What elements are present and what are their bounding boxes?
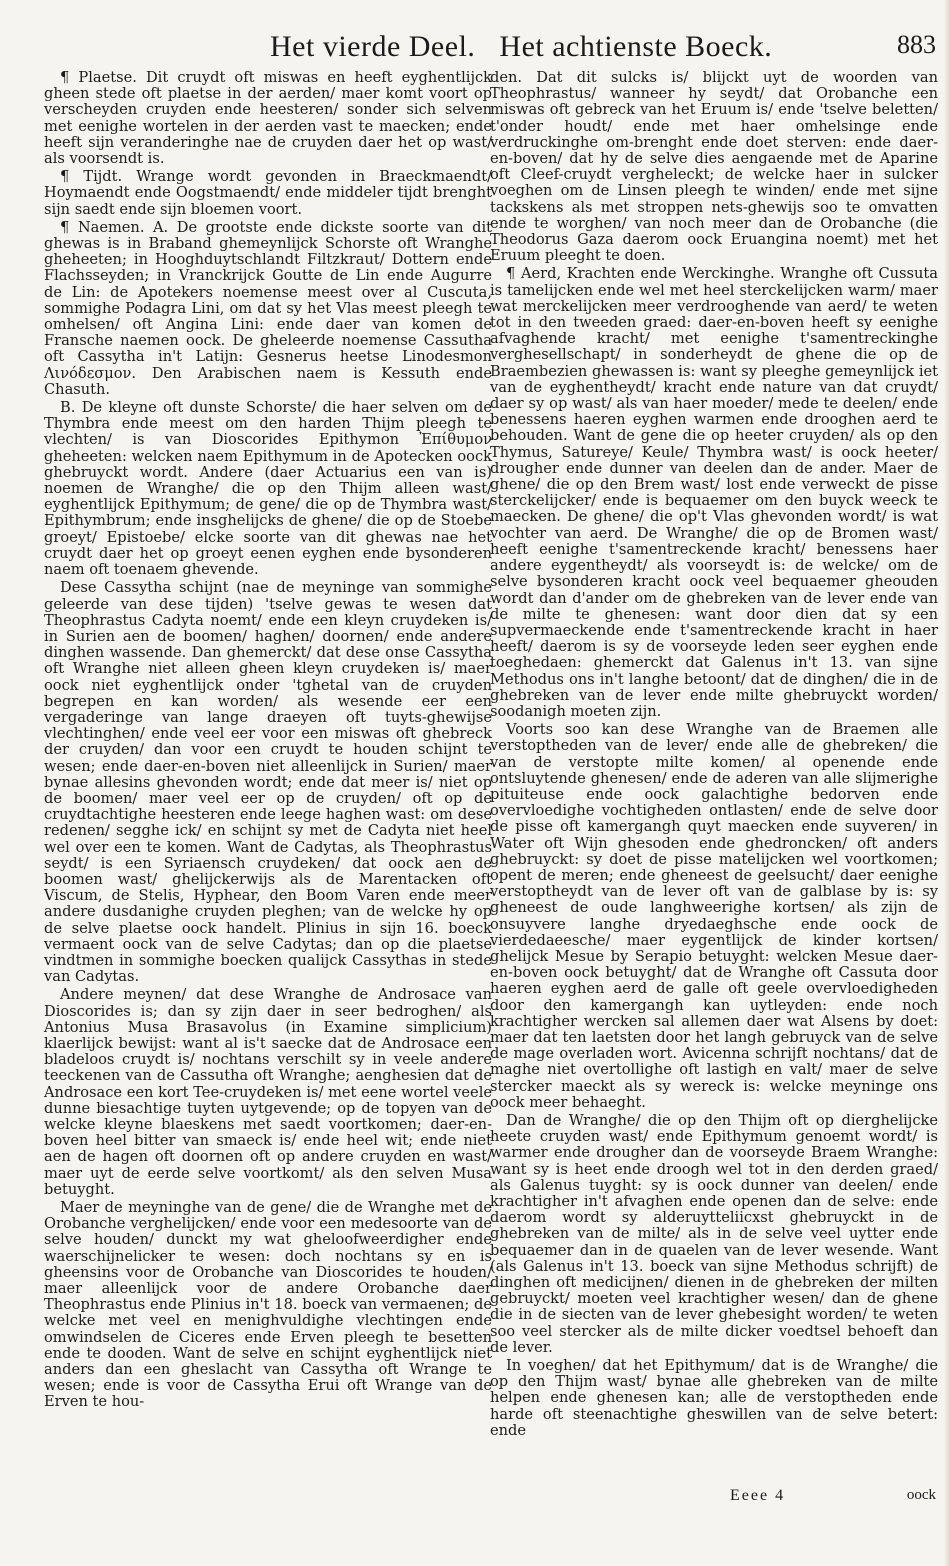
signature-mark: Eeee 4 [730, 1487, 786, 1504]
right-column [490, 70, 938, 1441]
part-title: Het vierde Deel. [270, 30, 476, 63]
paragraph-uses: Voorts soo kan dese Wranghe van de Braemen alle verstoptheden van de lever/ ende alle de ghebreken/ die van de verstopte milte komen/ al openende ende ontsluytende ghenesen/ ende de aderen van alle slijmerighe pituiteuse ende oock galachtighe bedorven ende overvloedighe vochtigheden ontlasten/ ende de selve door de pisse oft kamergangh quyt maecken ende suyveren/ in Water oft Wijn ghesoden ende ghedroncken/ oft anders ghebruyckt: sy doet de pisse matelijcken wel voortkomen; opent de meren; ende gheneest de geelsucht/ daer eenighe verstoptheydt van de lever oft van de galblase by is: sy gheneest de oude langhweerighe kortsen/ als zijn de onsuyvere langhe dryedaeghsche ende oock de vierdedaeesche/ maer eygentlijck de kinder kortsen/ ghelijck Mesue by Serapio betuyght: welcken Mesue daer-en-boven oock betuyght/ dat de Wranghe oft Cassuta door haeren eyghen aerd de galle oft geele overvloedigheden door den kamergangh kan uytleyden: ende noch krachtigher wercken sal allemen daer wat Alsens by doet: maer dat ten laetsten door het langh gebruyck van de selve de mage overladen wort. Avicenna schrijft nochtans/ dat de maghe niet overtollighe oft lastigh en valt/ maer de selve stercker maeckt als sy wereck is: welcke meyninge ons oock meer behaeght. [490, 721, 938, 1111]
page-footer [0, 1487, 950, 1517]
paragraph-epithymum: Dan de Wranghe/ die op den Thijm oft op dierghelijcke heete cruyden wast/ ende Epithymum genoemt wordt/ is warmer ende drougher dan de voorseyde Braem Wranghe: want sy is heet ende droogh wel tot in den derden graed/ als Galenus tuyght: sy is oock dunner van deelen/ ende krachtigher in't afvaghen ende openen dan de selve: ende daerom wordt sy alderuytteliicxst ghebruyckt in de ghebreken van de milte/ als in de selve veel uytter ende bequaemer dan in de quaelen van de lever wesende. Want (als Galenus in't 13. boeck van sijne Methodus schrijft) de dinghen oft medicijnen/ dienen in de ghebreken der milten gebruyckt/ moeten veel krachtigher wesen/ dan de ghene die in de siecten van de lever ghebesight worden/ te weten soo veel stercker als de milte dicker voedtsel behoeft dan de lever. [490, 1112, 938, 1356]
paragraph-properties: ¶ Aerd, Krachten ende Werckinghe. Wranghe oft Cussuta is tamelijcken ende wel met heel sterckelijcken warm/ maer wat merckelijcken meer verdrooghende van aerd/ te weten tot in den tweeden graed: daer-en-boven heeft sy eenighe afvaghende kracht/ met eenighe t'samentreckinghe verghesellschapt/ in sonderheydt de ghene die op de Braembezien ghewassen is: want sy pleeghe gemeynlijck iet van de eyghentheydt/ kracht ende nature van dat cruydt/ daer sy op wast/ als van haer moeder/ mede te deelen/ ende benessens haeren eyghen warmen ende drooghen aerd te behouden. Want de gene die op heeter cruyden/ als op den Thymus, Satureye/ Keule/ Thymbra wast/ is oock heeter/ drougher ende dunner van deelen dan de ander. Maer de ghene/ die op den Brem wast/ lost ende verweckt de pisse sterckelijcker/ ende is bequaemer om den buyck weeck te maecken. De ghene/ die op't Vlas ghevonden wordt/ is wat vochter van aerd. De Wranghe/ die op de Bromen wast/ heeft eenighe t'samentreckende kracht/ benessens haer andere eygentheydt/ als voorseydt is: de welcke/ om de selve bysonderen kracht oock veel bequaemer gheouden wordt dan d'ander om de ghebreken van de lever ende van de milte te ghenesen: want door dien dat sy een supvermaeckende ende t'samentreckende kracht in haer heeft/ daerom is sy de voorseyde leden seer eyghen ende toeghedaen: ghemerckt dat Galenus in't 13. van sijne Methodus ons in't langhe betoont/ dat de dinghen/ die in de ghebreken van de lever ende milte ghebruyckt worden/ soodanigh moeten zijn. [490, 265, 938, 720]
running-head [270, 30, 772, 64]
paragraph-androsace: Andere meynen/ dat dese Wranghe de Androsace van Dioscorides is; dan sy zijn daer in seer bedroghen/ als Antonius Musa Brasavolus (in Examine simplicium) klaerlijck bewijst: want al is't saecke dat de Androsace een bladeloos cruydt is/ nochtans verschilt sy in veele andere teeckenen van de Cassutha oft Wranghe; aenghesien dat de Androsace een kort Tee-cruydeken is/ met eene wortel veele dunne biesachtige tuyten uytgevende; op de topyen van de welcke kleyne blaeskens met saedt voortkomen; daer-en-boven heel bitter van smaeck is/ ende heel wit; ende niet aen de hagen oft doornen oft op andere cruyden en wast/ maer uyt de eerde selve voortkomt/ als den selven Musa betuyght. [44, 986, 492, 1198]
paragraph-names: ¶ Naemen. A. De grootste ende dickste soorte van dit ghewas is in Braband ghemeynlijck Schorste oft Wranghe gheheeten; in Hooghduytschlandt Filtzkraut/ Dottern ende Flachsseyden; in Vranckrijck Goutte de Lin ende Augurre de Lin: de Apotekers noemense meest over al Cuscuta, sommighe Podagra Lini, om dat sy het Vlas meest pleegh te omhelsen/ oft Angina Lini: ende daer van komen de Fransche naemen oock. De gheleerde noemense Cassutha oft Cassytha in't Latijn: Gesnerus heetse Linodesmon Λινόδεσμον. Den Arabischen naem is Kessuth ende Chasuth. [44, 218, 492, 398]
paragraph-cassytha: Dese Cassytha schijnt (nae de meyninge van sommighe geleerde van dese tijden) 'tselve gewas te wesen dat Theophrastus Cadyta noemt/ ende een kleyn cruydeken is/ in Surien aen de boomen/ haghen/ doornen/ ende andere dinghen wassende. Dan ghemerckt/ dat dese onse Cassytha oft Wranghe niet alleen gheen kleyn cruydeken is/ maer oock niet eyghentlijck onder 'tghetal van de cruyden begrepen en kan worden/ als wesende eer een vergaderinge van lange draeyen oft tuyts-ghewijse vlechtinghen/ ende veel eer voor een miswas oft ghebreck der cruyden/ dan voor een cruydt te houden schijnt te wesen; ende daer-en-boven niet alleenlijck in Surien/ maer bynae allesins ghevonden wordt; ende dat meer is/ niet op de boomen/ maer veel eer op de cruyden/ oft op de cruydtachtighe heesteren ende leege haghen wast: om dese redenen/ segghe ick/ en schijnt sy met de Cadyta niet heel wel over een te komen. Want de Cadytas, als Theophrastus seydt/ is een Syriaensch cruydeken/ dat oock aen de boomen wast/ ghelijckerwijs als de Marentacken oft Viscum, de Stelis, Hyphear, den Boom Varen ende meer andere dusdanighe cruyden pleghen; van de welcke hy op de selve plaetse oock handelt. Plinius in sijn 16. boeck vermaent oock van de selve Cadytas; dan op die plaetse vindtmen in sommighe boecken qualijck Cassythas in stede van Cadytas. [44, 579, 492, 986]
catchword: oock [906, 1487, 936, 1503]
page-header [0, 22, 950, 66]
paragraph-orobanche: Maer de meyninghe van de gene/ die de Wranghe met de Orobanche verghelijcken/ ende voor een medesoorte van de selve houden/ dunckt my wat gheloofweerdigher ende waerschijnelicker te wesen: doch nochtans sy en is gheensins voor de Orobanche van Dioscorides te houden/ maer alleenlijck voor de andere Orobanche daer Theophrastus ende Plinius in't 18. boeck van vermaenen; de welcke met veel en menighvuldighe vlechtingen ende omwindselen de Ciceres ende Erven pleegh te besetten ende te dooden. Want de selve en schijnt eyghentlijck niet anders dan een gheslacht van Cassytha oft Wrange te wesen; ende is voor de Cassytha Erui oft Wrange van de Erven te hou- [44, 1199, 492, 1411]
paragraph-time: ¶ Tijdt. Wrange wordt gevonden in Braeckmaendt/ Hoymaendt ende Oogstmaendt/ ende middeler tijdt brenght sijn saedt ende sijn bloemen voort. [44, 168, 492, 218]
paragraph-spleen: In voeghen/ dat het Epithymum/ dat is de Wranghe/ die op den Thijm wast/ bynae alle ghebreken van de milte helpen ende ghenesen kan; alle de verstoptheden ende harde oft steenachtighe gheswillen van de selve betert: ende [490, 1357, 938, 1439]
book-title: Het achtienste Boeck. [499, 30, 773, 63]
paragraph-place: ¶ Plaetse. Dit cruydt oft miswas en heeft eyghentlijck gheen stede oft plaetse in der aerden/ maer komt voort op verscheyden cruyden ende heesteren/ sonder sich selven met eenighe wortelen in der aerden vast te maecken; ende heeft sijn veranderinghe nae de cruyden daer het op wast/ als voorsendt is. [44, 69, 492, 168]
left-column [44, 70, 492, 1413]
page-number: 883 [897, 30, 936, 59]
paragraph-continuation: den. Dat dit sulcks is/ blijckt uyt de woorden van Theophrastus/ wanneer hy seydt/ dat Orobanche een miswas oft gebreck van het Eruum is/ ende 'tselve beletten/ t'onder houdt/ ende met haer omhelsinge ende verdruckinghe om-brenght ende doet sterven: ende daer-en-boven/ dat hy de selve dies aengaende met de Aparine oft Cleef-cruydt vergheleckt; de welcke haer in sulcker voeghen om de Linsen pleegh te winden/ ende met sijne tackskens als met stroppen nets-ghewijs soo te omvatten ende te worghen/ van noch meer dan de Orobanche (die Theodorus Gaza daerom oock Eruangina noemt) met het Eruum pleeght te doen. [490, 69, 938, 265]
page-edge-shadow [944, 0, 950, 1566]
paragraph-names-b: B. De kleyne oft dunste Schorste/ die haer selven om de Thymbra ende meest om den harden Thijm pleegh te vlechten/ is van Dioscorides Epithymon Ἐπίθυμον gheheeten: welcken naem Epithymum in de Apotecken oock ghebruyckt wordt. Andere (daer Actuarius een van is) noemen de Wranghe/ die op den Thijm alleen wast/ eyghentlijck Epithymum; de gene/ die op de Thymbra wast/ Epithymbrum; ende insghelijcks de ghene/ die op de Stoebe groeyt/ Epistoebe/ elcke soorte van dit ghewas nae het cruydt daer het op groeyt eenen eyghen ende bysonderen naem oft toenaem ghevende. [44, 399, 492, 579]
